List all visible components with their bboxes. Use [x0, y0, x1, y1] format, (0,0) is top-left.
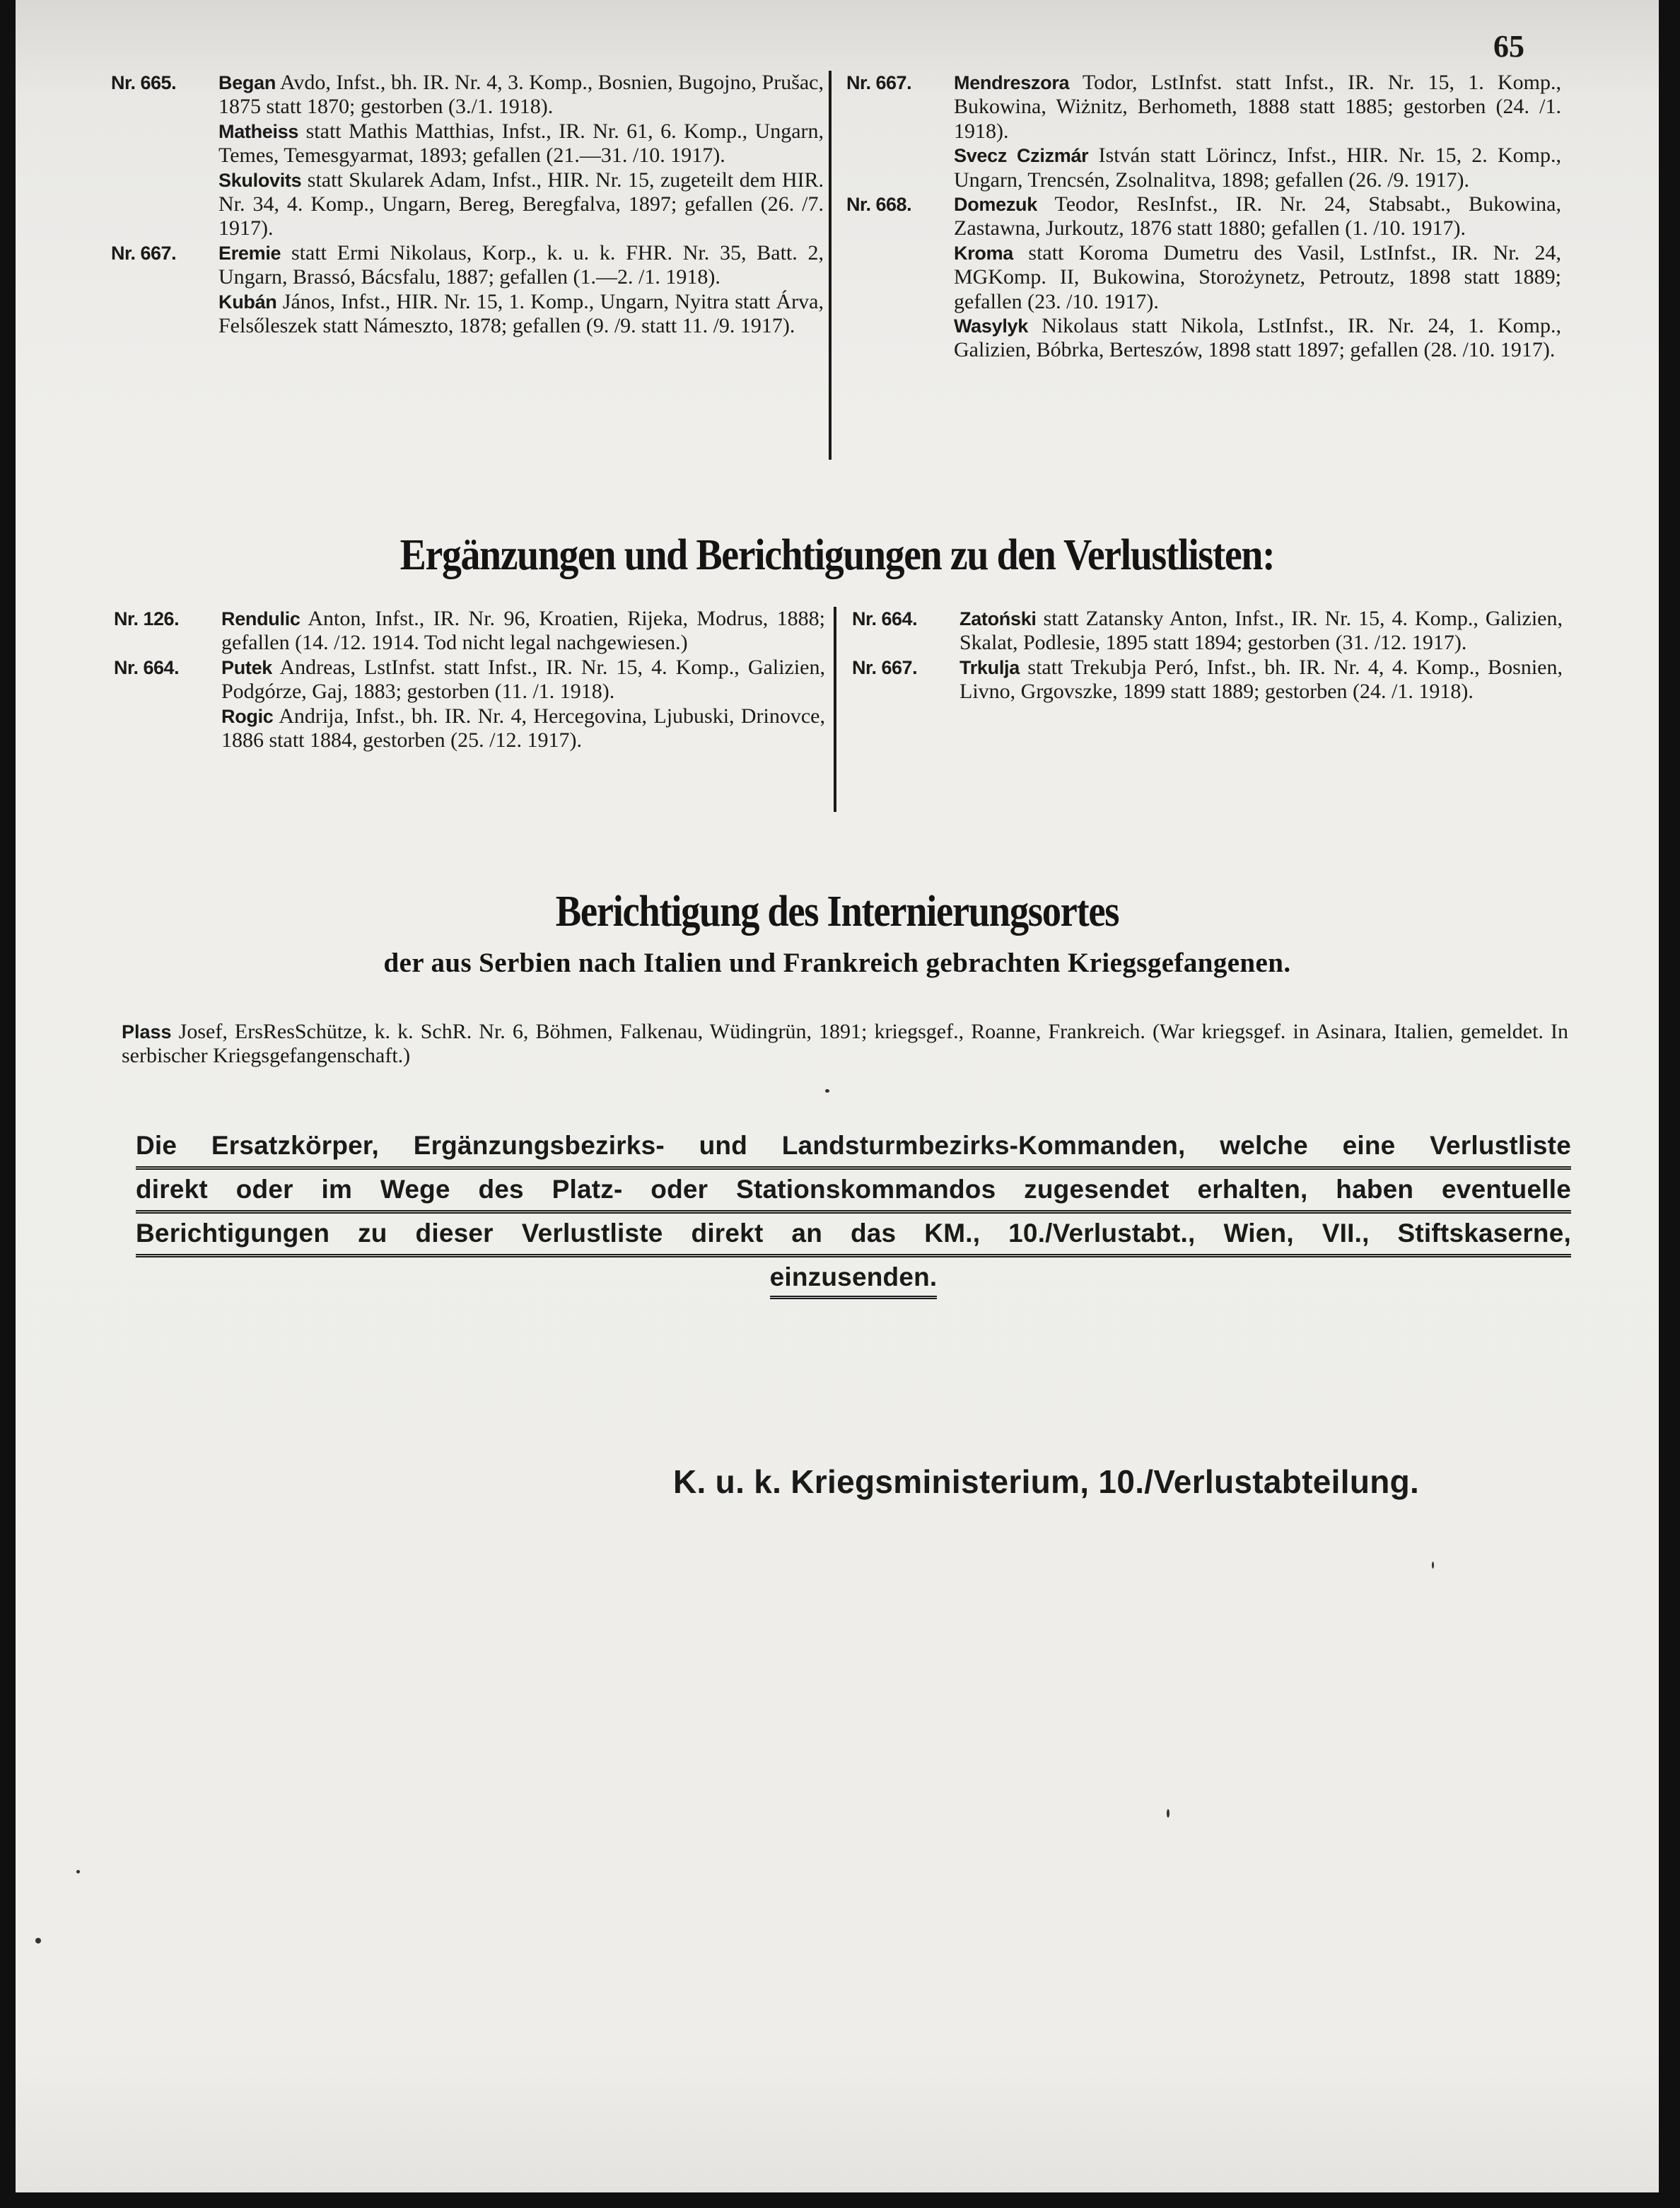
list-entry: Svecz Czizmár István statt Lörincz, Infst., HIR. Nr. 15, 2. Komp., Ungarn, Trencsén, Zsolnalitva, 1898; gefallen (26. /9. 1917). — [954, 144, 1561, 192]
casualty-columns-top — [16, 71, 1659, 467]
section-heading-internierungsort: Berichtigung des Internierungsortes — [555, 888, 1119, 936]
scan-speck — [825, 1089, 829, 1093]
column-divider — [834, 607, 836, 812]
list-entry: Kubán János, Infst., HIR. Nr. 15, 1. Komp., Ungarn, Nyitra statt Árva, Felsőleszek statt Námeszto, 1878; gefallen (9. /9. statt 11. /9. 1917). — [218, 289, 824, 338]
list-entry: Nr. 668. Domezuk Teodor, ResInfst., IR. Nr. 24, Stabsabt., Bukowina, Zastawna, Jurkoutz, 1876 statt 1880; gefallen (1. /10. 1917). — [846, 192, 1561, 240]
signature-line: K. u. k. Kriegsministerium, 10./Verlustabteilung. — [673, 1463, 1420, 1500]
column-right — [852, 607, 1563, 704]
list-entry: Wasylyk Nikolaus statt Nikola, LstInfst., IR. Nr. 24, 1. Komp., Galizien, Bóbrka, Berteszów, 1898 statt 1897; gefallen (28. /10. 1917). — [954, 314, 1561, 362]
list-entry: Nr. 667. Trkulja statt Trekubja Peró, Infst., bh. IR. Nr. 4, 4. Komp., Bosnien, Livno, Grgovszke, 1899 statt 1889; gestorben (24. /1. 1918). — [852, 655, 1563, 704]
notice-block — [136, 1126, 1571, 1301]
list-entry: Matheiss statt Mathis Matthias, Infst., IR. Nr. 61, 6. Komp., Ungarn, Temes, Temesgyarmat, 1893; gefallen (21.—31. /10. 1917). — [218, 119, 824, 168]
list-entry: Nr. 667. Eremie statt Ermi Nikolaus, Korp., k. u. k. FHR. Nr. 35, Batt. 2, Ungarn, Brassó, Bácsfalu, 1887; gefallen (1.—2. /1. 1918). — [111, 240, 824, 289]
list-entry: Kroma statt Koroma Dumetru des Vasil, LstInfst., IR. Nr. 24, MGKomp. II, Bukowina, Storożynetz, Petroutz, 1898 statt 1889; gefallen (23. /10. 1917). — [954, 240, 1561, 313]
notice-line-last: einzusenden. — [136, 1257, 1571, 1301]
section-subheading: der aus Serbien nach Italien und Frankreich gebrachten Kriegsgefangenen. — [383, 948, 1291, 978]
list-entry: Nr. 126. Rendulic Anton, Infst., IR. Nr. 96, Kroatien, Rijeka, Modrus, 1888; gefallen (14. /12. 1914. Tod nicht legal nachgewiesen.) — [114, 607, 825, 655]
section-heading-ergaenzungen: Ergänzungen und Berichtigungen zu den Verlustlisten: — [399, 531, 1275, 579]
notice-line: Die Ersatzkörper, Ergänzungsbezirks- und Landsturmbezirks-Kommanden, welche eine Verlustliste — [136, 1126, 1571, 1170]
list-entry: Nr. 667. Mendreszora Todor, LstInfst. statt Infst., IR. Nr. 15, 1. Komp., Bukowina, Wiżnitz, Berhometh, 1888 statt 1885; gestorben (24. /1. 1918). — [846, 71, 1561, 143]
page-number: 65 — [1493, 29, 1524, 64]
column-left — [111, 71, 824, 338]
notice-line: direkt oder im Wege des Platz- oder Stationskommandos zugesendet erhalten, haben eventuelle — [136, 1170, 1571, 1214]
list-entry: Nr. 664. Zatoński statt Zatansky Anton, Infst., IR. Nr. 15, 4. Komp., Galizien, Skalat, Podlesie, 1895 statt 1894; gestorben (31. /12. 1917). — [852, 607, 1563, 655]
list-entry: Skulovits statt Skularek Adam, Infst., HIR. Nr. 15, zugeteilt dem HIR. Nr. 34, 4. Komp., Ungarn, Bereg, Beregfalva, 1897; gefallen (26. /7. 1917). — [218, 168, 824, 240]
scan-speck — [76, 1870, 80, 1873]
notice-line: Berichtigungen zu dieser Verlustliste direkt an das KM., 10./Verlustabt., Wien, VII., Stiftskaserne, — [136, 1214, 1571, 1257]
list-entry: Nr. 664. Putek Andreas, LstInfst. statt Infst., IR. Nr. 15, 4. Komp., Galizien, Podgórze, Gaj, 1883; gestorben (11. /1. 1918). — [114, 655, 825, 704]
scan-speck — [1432, 1562, 1434, 1569]
column-left — [114, 607, 825, 753]
scan-speck — [1167, 1809, 1169, 1818]
column-right — [846, 71, 1561, 363]
list-entry: Rogic Andrija, Infst., bh. IR. Nr. 4, Hercegovina, Ljubuski, Drinovce, 1886 statt 1884, gestorben (25. /12. 1917). — [221, 704, 825, 753]
document-page — [16, 0, 1659, 2192]
column-divider — [829, 71, 832, 460]
list-entry: Nr. 665. Began Avdo, Infst., bh. IR. Nr. 4, 3. Komp., Bosnien, Bugojno, Prušac, 1875 statt 1870; gestorben (3./1. 1918). — [111, 71, 824, 119]
scan-speck — [35, 1938, 41, 1943]
internment-entry: Plass Josef, ErsResSchütze, k. k. SchR. Nr. 6, Böhmen, Falkenau, Wüdingrün, 1891; kriegsgef., Roanne, Frankreich. (War kriegsgef. in Asinara, Italien, gemeldet. In serbischer Kriegsgefangenschaft.) — [122, 1020, 1568, 1067]
corrections-columns — [16, 607, 1659, 819]
